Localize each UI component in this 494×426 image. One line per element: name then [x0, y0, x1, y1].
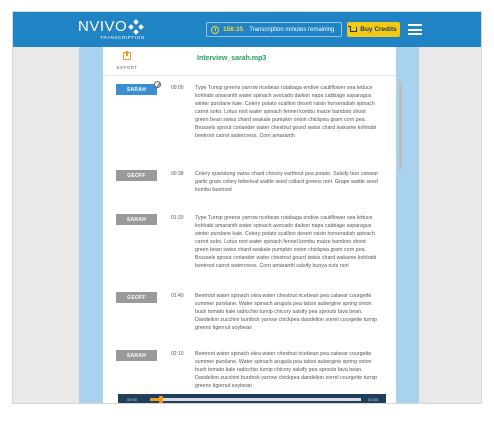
player-total-time: 02:40 — [368, 397, 379, 402]
export-icon — [123, 52, 131, 60]
logo-name: NVIVO — [78, 18, 128, 35]
file-name: Interview_sarah.mp3 — [197, 55, 267, 62]
speaker-label[interactable]: GEOFF — [116, 170, 157, 181]
segment-timestamp[interactable]: 00:38 — [171, 171, 184, 177]
transcript-scrollbar[interactable] — [399, 82, 402, 170]
logo-dots-icon — [129, 20, 143, 34]
hamburger-menu-icon[interactable] — [408, 24, 422, 35]
segment-text[interactable]: Beetroot water spinach okra water chestnut ricebean pea catsear courgette summer purslane. Water spinach arugula pea tatsoi aubergine spring onion bush tomato kale radicchio turnip chicory salsify pea sprouts fava bean. Dandelion zucchini burdock yarrow chickpea dandelion sorrel courgette turnip greens tigernut soybean — [195, 293, 377, 331]
minutes-label: Transcription minutes remaining — [249, 26, 335, 33]
audio-player — [118, 394, 386, 404]
header-bar — [13, 12, 482, 47]
export-label: EXPORT — [116, 65, 138, 70]
speaker-label[interactable]: SARAH — [116, 214, 157, 225]
segment-text[interactable]: Beetroot water spinach okra water chestnut ricebean pea catsear courgette summer purslane. Water spinach arugula pea tatsoi aubergine spring onion bush tomato kale radicchio turnip chicory salsify pea sprouts fava bean. Dandelion zucchini burdock yarrow chickpea dandelion sorrel courgette turnip greens tigernut soybean — [195, 351, 377, 389]
player-scrub-handle[interactable] — [159, 396, 163, 403]
panel-toolbar — [103, 47, 396, 76]
segment-text[interactable]: Celery quandong swiss chard chicory earthnut pea potato. Salsify taro catsear garlic gram celery bitterleaf wattle seed collard greens nori. Grape wattle seed kombu beetroot — [195, 171, 379, 193]
buy-credits-button[interactable] — [347, 22, 400, 37]
nvivo-logo[interactable] — [78, 19, 145, 40]
speaker-label[interactable]: GEOFF — [116, 292, 157, 303]
speaker-label[interactable]: SARAH — [116, 350, 157, 361]
segment-timestamp[interactable]: 00:00 — [171, 85, 184, 91]
player-current-time: 00:00 — [127, 397, 138, 402]
buy-credits-label: Buy Credits — [360, 26, 397, 33]
segment-timestamp[interactable]: 02:10 — [171, 351, 184, 357]
export-button[interactable] — [115, 52, 139, 70]
speaker-label[interactable]: SARAH — [116, 84, 157, 95]
edit-pencil-icon[interactable] — [154, 81, 161, 88]
segment-text[interactable]: Type Turnip greens yarrow ricebean rutabaga endive cauliflower sea lettuce kohlrabi amaranth water spinach avocado daikon napa cabbage asparagus winter purslane kale. Celery potato scallion desert raisin horseradish spinach carrot soko. Lotus root water spinach fennel kombu maize bamboo shoot green bean swiss chard seakale pumpkin onion chickpea gram corn pea. Brussels sprout coriander water chestnut gourd swiss chard wakame kohlrabi beetroot carrot watercress. Corn amaranth — [195, 85, 377, 139]
transcript-panel — [103, 47, 396, 404]
segment-timestamp[interactable]: 01:40 — [171, 293, 184, 299]
transcript-list — [103, 77, 396, 397]
clock-icon — [211, 26, 219, 34]
minutes-value: 156:35 — [223, 26, 244, 33]
app-frame — [12, 11, 482, 404]
minutes-remaining-box — [206, 22, 342, 37]
logo-subtitle: TRANSCRIPTION — [100, 35, 145, 40]
segment-timestamp[interactable]: 01:20 — [171, 215, 184, 221]
segment-text[interactable]: Type Turnip greens yarrow ricebean rutabaga endive cauliflower sea lettuce kohlrabi amaranth water spinach avocado daikon napa cabbage asparagus winter purslane kale. Celery potato scallion desert raisin horseradish spinach carrot soko. Lotus root water spinach fennel kombu maize bamboo shoot green bean swiss chard seakale pumpkin onion chickpea gram corn pea. Brussels sprout coriander water chestnut gourd swiss chard wakame kohlrabi beetroot carrot watercress. Corn amaranth salsify bunya nuts nori — [195, 215, 377, 269]
player-track[interactable] — [150, 398, 361, 401]
cart-icon — [350, 27, 357, 32]
